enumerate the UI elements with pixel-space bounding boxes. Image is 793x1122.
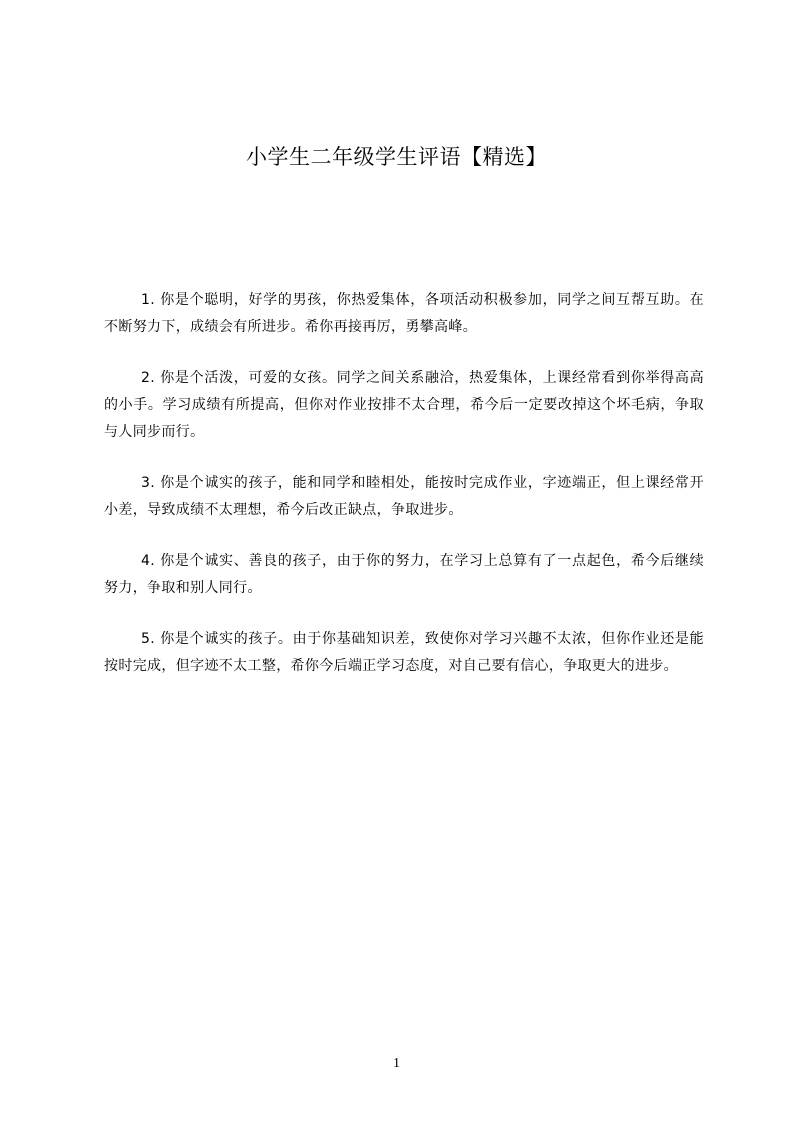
document-title: 小学生二年级学生评语【精选】 [246, 145, 547, 169]
comment-paragraph-1: 1. 你是个聪明，好学的男孩，你热爱集体，各项活动积极参加，同学之间互帮互助。在不断努力下，成绩会有所进步。希你再接再厉，勇攀高峰。 [104, 292, 704, 335]
page-number: 1 [393, 1056, 400, 1071]
document-body [104, 287, 704, 704]
comment-paragraph-2: 2. 你是个活泼，可爱的女孩。同学之间关系融洽，热爱集体，上课经常看到你举得高高的小手。学习成绩有所提高，但你对作业按排不太合理，希今后一定要改掉这个坏毛病，争取与人同步而行。 [104, 370, 704, 440]
comment-paragraph-3: 3. 你是个诚实的孩子，能和同学和睦相处，能按时完成作业，字迹端正，但上课经常开小差，导致成绩不太理想，希今后改正缺点，争取进步。 [104, 475, 704, 518]
comment-paragraph-5: 5. 你是个诚实的孩子。由于你基础知识差，致使你对学习兴趣不太浓，但你作业还是能按时完成，但字迹不太工整，希你今后端正学习态度，对自己要有信心，争取更大的进步。 [104, 631, 704, 674]
comment-paragraph-4: 4. 你是个诚实、善良的孩子，由于你的努力，在学习上总算有了一点起色，希今后继续努力，争取和别人同行。 [104, 553, 704, 596]
